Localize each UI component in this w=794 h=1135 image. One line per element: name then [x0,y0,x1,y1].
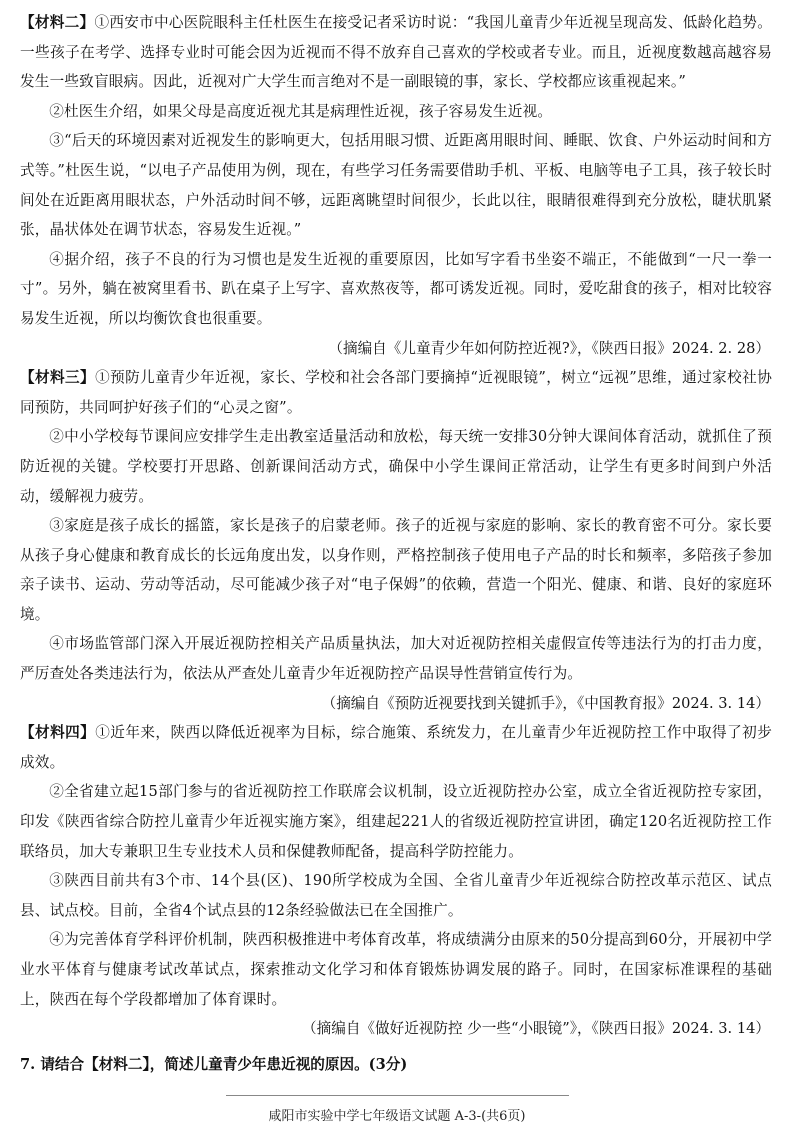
material-2 [20,8,772,363]
material-4-source: （摘编自《做好近视防控 少一些“小眼镜”》，《陕西日报》2024. 3. 14） [302,1020,770,1038]
material-4-label: 【材料四】 [20,724,96,742]
material-4-paragraph-1: 【材料四】①近年来，陕西以降低近视率为目标，综合施策、系统发力，在儿童青少年近视防控工作中取得了初步成效。 [20,724,772,771]
material-2-paragraph-1: 【材料二】①西安市中心医院眼科主任杜医生在接受记者采访时说：“我国儿童青少年近视呈现高发、低龄化趋势。一些孩子在考学、选择专业时可能会因为近视而不得不放弃自己喜欢的学校或者专业。而且，近视度数越高越容易发生一些致盲眼病。因此，近视对广大学生而言绝对不是一副眼镜的事，家长、学校都应该重视起来。” [20,14,772,91]
question-7: 7. 请结合【材料二】，简述儿童青少年患近视的原因。(3分) [20,1055,408,1073]
footer-text: 咸阳市实验中学七年级语文试题 A-3-(共6页) [268,1109,526,1124]
material-3 [20,363,772,718]
material-2-source: （摘编自《儿童青少年如何防控近视?》，《陕西日报》2024. 2. 28） [328,339,770,357]
material-4-paragraph-2: ②全省建立起15部门参与的省近视防控工作联席会议机制，设立近视防控办公室，成立全省近视防控专家团，印发《陕西省综合防控儿童青少年近视实施方案》，组建起221人的省级近视防控宣讲团，确定120名近视防控工作联络员，加大专兼职卫生专业技术人员和保健教师配备，提高科学防控能力。 [20,783,772,860]
material-3-paragraph-2: ②中小学校每节课间应安排学生走出教室适量活动和放松，每天统一安排30分钟大课间体育活动，就抓住了预防近视的关键。学校要打开思路、创新课间活动方式，确保中小学生课间正常活动，让学生有更多时间到户外活动，缓解视力疲劳。 [20,428,772,505]
material-3-source: （摘编自《预防近视要找到关键抓手》，《中国教育报》2024. 3. 14） [321,694,770,712]
material-4-paragraph-4: ④为完善体育学科评价机制，陕西积极推进中考体育改革，将成绩满分由原来的50分提高到60分，开展初中学业水平体育与健康考试改革试点，探索推动文化学习和体育锻炼协调发展的路子。同时，在国家标准课程的基础上，陕西在每个学段都增加了体育课时。 [20,931,772,1008]
material-4-paragraph-3: ③陕西目前共有3个市、14个县(区)、190所学校成为全国、全省儿童青少年近视综合防控改革示范区、试点县、试点校。目前，全省4个试点县的12条经验做法已在全国推广。 [20,872,772,919]
material-2-paragraph-4: ④据介绍，孩子不良的行为习惯也是发生近视的重要原因，比如写字看书坐姿不端正，不能做到“一尺一拳一寸”。另外，躺在被窝里看书、趴在桌子上写字、喜欢熬夜等，都可诱发近视。同时，爱吃甜食的孩子，相对比较容易发生近视，所以均衡饮食也很重要。 [20,250,772,327]
page-footer [0,1095,794,1135]
material-4 [20,718,772,1044]
material-3-paragraph-1: 【材料三】①预防儿童青少年近视，家长、学校和社会各部门要摘掉“近视眼镜”，树立“远视”思维，通过家校社协同预防，共同呵护好孩子们的“心灵之窗”。 [20,369,772,416]
material-2-paragraph-2: ②杜医生介绍，如果父母是高度近视尤其是病理性近视，孩子容易发生近视。 [49,102,553,120]
material-3-paragraph-4: ④市场监管部门深入开展近视防控相关产品质量执法，加大对近视防控相关虚假宣传等违法行为的打击力度，严厉查处各类违法行为，依法从严查处儿童青少年近视防控产品误导性营销宣传行为。 [20,635,772,683]
material-2-label: 【材料二】 [20,14,95,31]
material-3-paragraph-3: ③家庭是孩子成长的摇篮，家长是孩子的启蒙老师。孩子的近视与家庭的影响、家长的教育密不可分。家长要从孩子身心健康和教育成长的长远角度出发，以身作则，严格控制孩子使用电子产品的时长和频率，多陪孩子参加亲子读书、运动、劳动等活动，尽可能减少孩子对“电子保姆”的依赖，营造一个阳光、健康、和谐、良好的家庭环境。 [20,517,772,623]
material-3-label: 【材料三】 [20,369,96,387]
footer-divider [226,1095,569,1096]
material-2-paragraph-3: ③“后天的环境因素对近视发生的影响更大，包括用眼习惯、近距离用眼时间、睡眠、饮食、户外运动时间和方式等。”杜医生说，“以电子产品使用为例，现在，有些学习任务需要借助手机、平板、电脑等电子工具，孩子较长时间处在近距离用眼状态，户外活动时间不够，远距离眺望时间很少，长此以往，眼睛很难得到充分放松，睫状肌紧张，晶状体处在调节状态，容易发生近视。” [20,132,772,239]
